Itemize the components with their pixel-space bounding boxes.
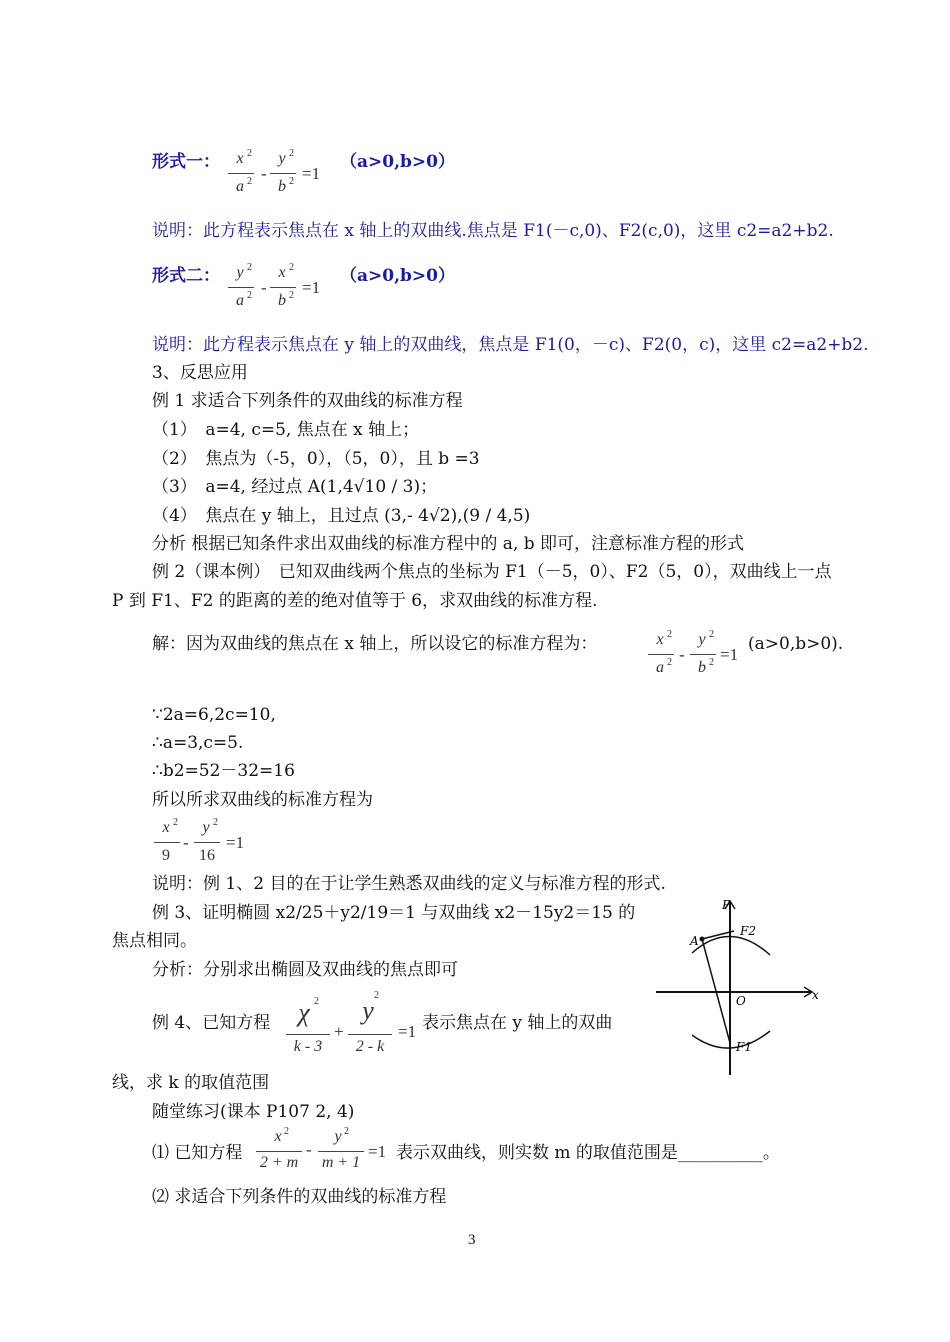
page-number: 3 <box>468 1232 476 1248</box>
form1-condition: （a>0,b>0） <box>340 152 455 172</box>
form1-note: 说明：此方程表示焦点在 x 轴上的双曲线.焦点是 F1(－c,0)、F2(c,0)，这里 c2=a2+b2. <box>152 221 834 241</box>
example1-item: （3） a=4, 经过点 A(1,4√10 / 3)； <box>152 477 438 497</box>
graph-label: A <box>690 934 699 948</box>
example4-suffix: 表示焦点在 y 轴上的双曲 <box>422 1013 613 1033</box>
form1-label: 形式一： <box>152 152 220 172</box>
example2-note: 说明：例 1、2 目的在于让学生熟悉双曲线的定义与标准方程的形式. <box>152 874 666 894</box>
example2-line1: 例 2（课本例） 已知双曲线两个焦点的坐标为 F1（－5，0）、F2（5，0），双曲线上一点 <box>152 562 832 582</box>
example1-analysis: 分析 根据已知条件求出双曲线的标准方程中的 a, b 即可，注意标准方程的形式 <box>152 534 745 554</box>
example1-item: （2） 焦点为（-5，0），（5，0），且 b =3 <box>152 449 480 469</box>
graph-label: O <box>736 994 746 1008</box>
example2-line2: P 到 F1、F2 的距离的差的绝对值等于 6，求双曲线的标准方程. <box>112 591 598 611</box>
example2-step2: ∴a=3,c=5. <box>152 733 244 753</box>
example3-line1: 例 3、证明椭圆 x2/25＋y2/19＝1 与双曲线 x2－15y2＝15 的 <box>152 903 636 923</box>
section3-title: 3、反思应用 <box>152 363 248 383</box>
graph-label: F1 <box>736 1040 752 1054</box>
form2-condition: （a>0,b>0） <box>340 266 455 286</box>
example2-solution-cond: (a>0,b>0). <box>748 634 844 654</box>
example1-item: （1） a=4, c=5, 焦点在 x 轴上； <box>152 420 420 440</box>
example2-step3: ∴b2=52－32=16 <box>152 761 295 781</box>
example1-item: （4） 焦点在 y 轴上，且过点 (3,- 4√2),(9 / 4,5) <box>152 506 531 526</box>
form2-note: 说明：此方程表示焦点在 y 轴上的双曲线，焦点是 F1(0，－c)、F2(0，c)，这里 c2=a2+b2. <box>152 335 869 355</box>
form2-label: 形式二： <box>152 266 220 286</box>
practice-q1-suffix: 表示双曲线，则实数 m 的取值范围是__________。 <box>396 1143 780 1163</box>
graph-label: P <box>722 898 731 912</box>
practice-q1-prefix: ⑴ 已知方程 <box>152 1143 243 1163</box>
example2-conclusion: 所以所求双曲线的标准方程为 <box>152 790 373 810</box>
graph-label: x <box>812 988 819 1002</box>
example3-analysis: 分析：分别求出椭圆及双曲线的焦点即可 <box>152 960 458 980</box>
practice-title: 随堂练习(课本 P107 2, 4) <box>152 1102 355 1122</box>
example3-line2: 焦点相同。 <box>112 931 197 951</box>
hyperbola-diagram <box>652 895 824 1077</box>
example2-step1: ∵2a=6,2c=10, <box>152 705 276 725</box>
example2-solution-intro: 解：因为双曲线的焦点在 x 轴上，所以设它的标准方程为： <box>152 634 598 654</box>
example4-line2: 线，求 k 的取值范围 <box>112 1073 270 1093</box>
example4-prefix: 例 4、已知方程 <box>152 1013 271 1033</box>
graph-label: F2 <box>740 924 756 938</box>
example1-title: 例 1 求适合下列条件的双曲线的标准方程 <box>152 391 463 411</box>
practice-q2: ⑵ 求适合下列条件的双曲线的标准方程 <box>152 1187 447 1207</box>
